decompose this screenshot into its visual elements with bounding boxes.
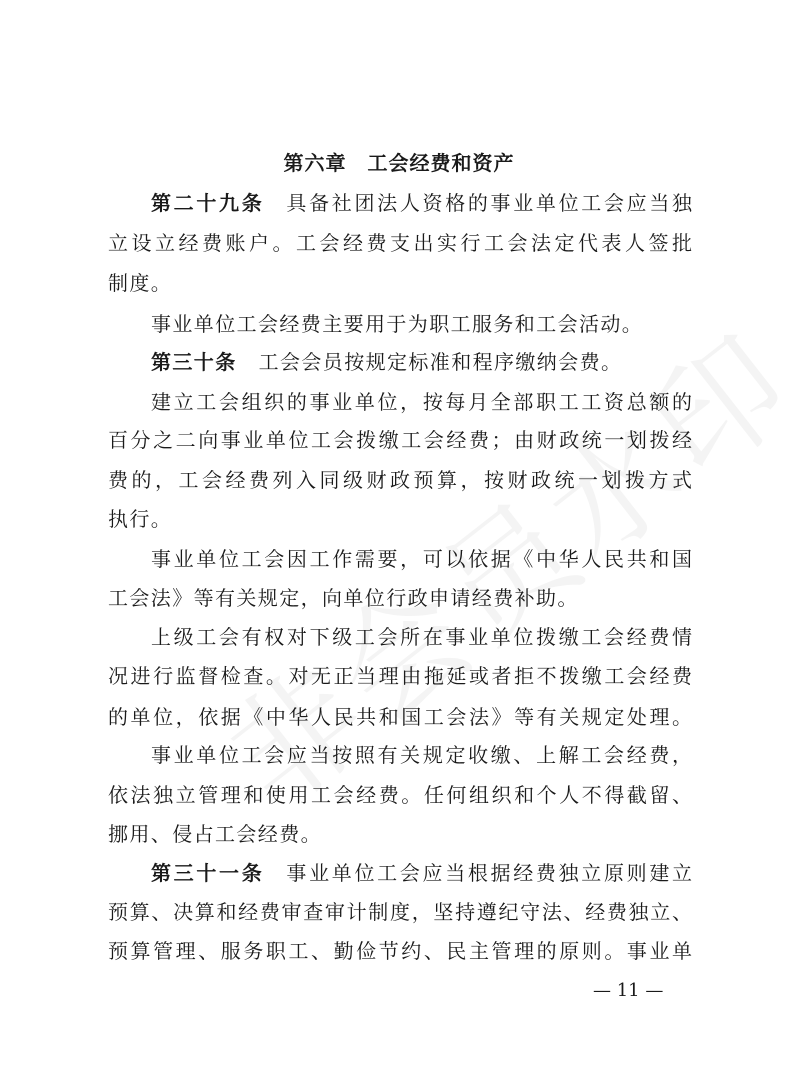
page-number: — 11 — <box>593 980 664 1001</box>
article-29-text-1: 具备社团法人资格的事业单位工会应当独 <box>286 191 692 215</box>
article-31-label: 第三十一条 <box>151 861 265 885</box>
paragraph-3-line-4: 执行。 <box>108 507 173 531</box>
article-29-line-3: 制度。 <box>108 271 173 295</box>
paragraph-5-line-2: 况进行监督检查。对无正当理由拖延或者拒不拨缴工会经费 <box>108 664 692 688</box>
chapter-title: 第六章 工会经费和资产 <box>283 151 515 175</box>
paragraph-6-line-2: 依法独立管理和使用工会经费。任何组织和个人不得截留、 <box>108 783 692 807</box>
article-29-label: 第二十九条 <box>151 191 265 215</box>
article-29-line-1 <box>108 188 692 218</box>
paragraph-2-line-1: 事业单位工会经费主要用于为职工服务和工会活动。 <box>151 312 644 336</box>
article-30-line-1 <box>108 347 692 377</box>
paragraph-5-line-3: 的单位，依据《中华人民共和国工会法》等有关规定处理。 <box>108 705 692 729</box>
paragraph-4-line-1: 事业单位工会因工作需要，可以依据《中华人民共和国 <box>151 547 692 571</box>
paragraph-6-line-1: 事业单位工会应当按照有关规定收缴、上解工会经费， <box>151 743 692 767</box>
paragraph-3-line-3: 费的，工会经费列入同级财政预算，按财政统一划拨方式 <box>108 468 692 492</box>
article-31-line-3: 预算管理、服务职工、勤俭节约、民主管理的原则。事业单 <box>108 939 692 963</box>
paragraph-4-line-2: 工会法》等有关规定，向单位行政申请经费补助。 <box>108 586 579 610</box>
article-30-text-1: 工会会员按规定标准和程序缴纳会费。 <box>258 350 623 374</box>
paragraph-6-line-3: 挪用、侵占工会经费。 <box>108 822 322 846</box>
article-29-line-2: 立设立经费账户。工会经费支出实行工会法定代表人签批 <box>108 231 692 255</box>
article-31-line-1 <box>108 858 692 888</box>
article-31-line-2: 预算、决算和经费审查审计制度，坚持遵纪守法、经费独立、 <box>108 900 692 924</box>
paragraph-3-line-2: 百分之二向事业单位工会拨缴工会经费；由财政统一划拨经 <box>108 428 692 452</box>
article-31-text-1: 事业单位工会应当根据经费独立原则建立 <box>286 861 692 885</box>
article-30-label: 第三十条 <box>151 350 237 374</box>
paragraph-3-line-1: 建立工会组织的事业单位，按每月全部职工工资总额的 <box>151 390 692 414</box>
paragraph-5-line-1: 上级工会有权对下级工会所在事业单位拨缴工会经费情 <box>151 625 692 649</box>
